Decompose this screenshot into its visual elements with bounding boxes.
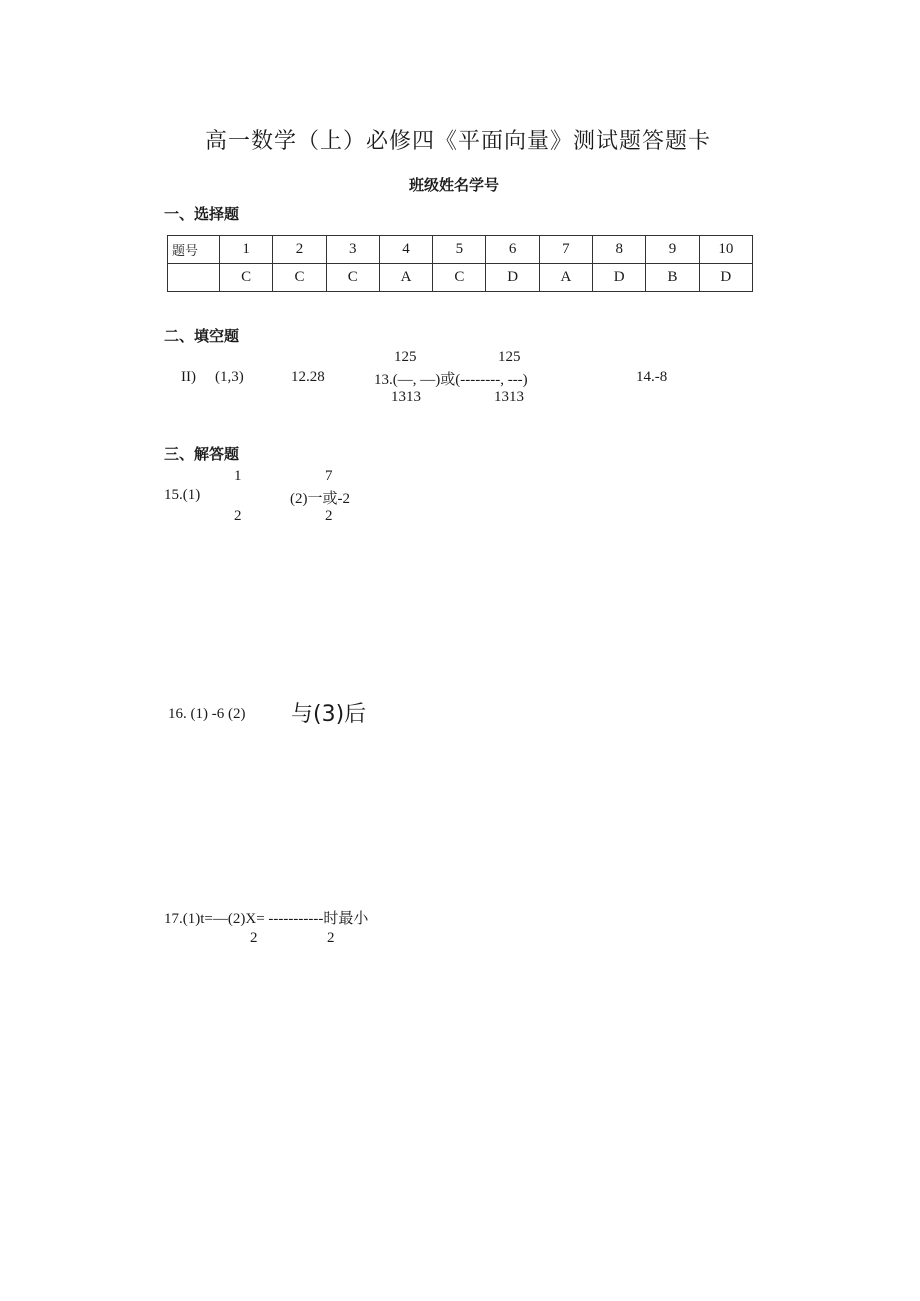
q13-numerator-b: 125: [498, 349, 521, 365]
answer-cell: D: [486, 264, 539, 292]
empty-cell: [168, 264, 220, 292]
q12-answer: 12.28: [291, 369, 325, 385]
question-number: 5: [433, 236, 486, 264]
q15-denominator-b: 2: [325, 508, 333, 524]
answer-cell: C: [326, 264, 379, 292]
class-name-id-line: 班级姓名学号: [409, 176, 500, 194]
answer-cell: D: [593, 264, 646, 292]
q15-part2: (2)一或-2: [290, 491, 350, 507]
q11-label: II): [181, 369, 196, 385]
answer-cell: A: [379, 264, 432, 292]
section-solve-heading: 三、解答题: [164, 445, 240, 463]
question-number: 4: [379, 236, 432, 264]
q17-denominator-b: 2: [327, 930, 335, 946]
section-fill-heading: 二、填空题: [164, 327, 240, 345]
q17-denominator-a: 2: [250, 930, 258, 946]
q11-answer: (1,3): [215, 369, 244, 385]
question-number: 1: [220, 236, 273, 264]
page-title: 高一数学（上）必修四《平面向量》测试题答题卡: [205, 129, 712, 154]
answer-cell: B: [646, 264, 699, 292]
q13-denominator-b: 1313: [494, 389, 524, 405]
row-label: 题号: [168, 236, 220, 264]
question-number: 7: [539, 236, 592, 264]
table-row-answers: [168, 264, 753, 292]
question-number: 8: [593, 236, 646, 264]
section-choice-heading: 一、选择题: [164, 205, 240, 223]
q13-answer: 13.(—, —)或(--------, ---): [374, 372, 528, 388]
q17-answer: 17.(1)t=—(2)X= -----------时最小: [164, 911, 369, 927]
question-number: 6: [486, 236, 539, 264]
answer-cell: C: [433, 264, 486, 292]
q15-numerator-a: 1: [234, 468, 242, 484]
q16-answer: 16. (1) -6 (2): [168, 706, 246, 722]
answer-cell: C: [220, 264, 273, 292]
answer-cell: C: [273, 264, 326, 292]
q14-answer: 14.-8: [636, 369, 668, 385]
q13-numerator-a: 125: [394, 349, 417, 365]
q13-denominator-a: 1313: [391, 389, 421, 405]
answer-cell: A: [539, 264, 592, 292]
answer-cell: D: [699, 264, 752, 292]
q15-denominator-a: 2: [234, 508, 242, 524]
q16-large-text: 与(3)后: [291, 702, 367, 727]
choice-answer-table: [167, 235, 753, 292]
table-row-numbers: [168, 236, 753, 264]
question-number: 2: [273, 236, 326, 264]
question-number: 10: [699, 236, 752, 264]
question-number: 9: [646, 236, 699, 264]
question-number: 3: [326, 236, 379, 264]
q15-label: 15.(1): [164, 487, 201, 503]
q15-numerator-b: 7: [325, 468, 333, 484]
